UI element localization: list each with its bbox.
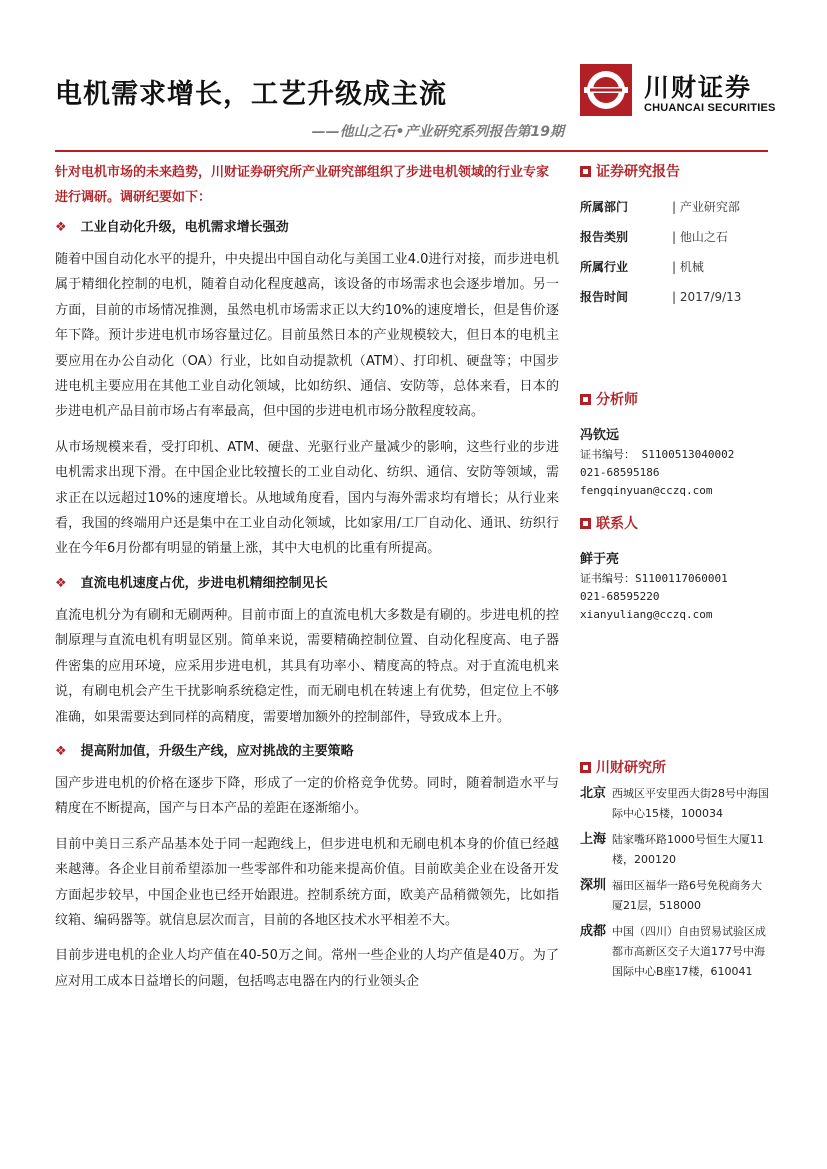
sidebar-contact-title: 联系人 [580,512,780,536]
square-bullet-icon [580,394,591,405]
section-heading: ❖ 工业自动化升级，电机需求增长强劲 [55,220,289,235]
contact-email[interactable]: xianyuliang@cczq.com [580,608,713,621]
office-beijing: 北京 西城区平安里西大街28号中海国际中心15楼，100034 [580,786,769,820]
office-shanghai: 上海 陆家嘴环路1000号恒生大厦11楼，200120 [580,832,764,866]
sidebar-report-title: 证券研究报告 [580,160,780,184]
body-paragraph: 随着中国自动化水平的提升，中央提出中国自动化与美国工业4.0进行对接，而步进电机属于精细化控制的电机，随着自动化程度越高，该设备的市场需求也会逐步增加。另一方面，目前的市场情况推测，虽然电机市场需求正以大约10%的速度增长，但是售价逐年下降。预计步进电机市场容量过亿。目前虽然日本的产业规模较大，但日本的电机主要应用在办公自动化（OA）行业，比如自动提款机（ATM）、打印机、硬盘等；中国步进电机主要应用在其他工业自动化领域，比如纺织、通信、安防等，总体来看，日本的步进电机产品目前市场占有率最高，但中国的步进电机市场分散程度较高。 [55,252,559,420]
chuancai-logo-icon [580,64,632,116]
diamond-bullet-icon: ❖ [55,575,67,591]
logo-chinese-name: 川财证券 [644,73,753,102]
info-row-industry: 所属行业 | 机械 [580,260,704,274]
section-heading: ❖ 直流电机速度占优，步进电机精细控制见长 [55,575,328,591]
info-row-department: 所属部门 | 产业研究部 [580,200,740,214]
contact-name: 鲜于亮 [580,552,620,567]
section-heading: ❖ 提高附加值，升级生产线，应对挑战的主要策略 [55,743,354,759]
sidebar [580,160,780,988]
analyst-name: 冯钦远 [580,428,620,443]
logo-english-name: CHUANCAI SECURITIES [644,102,776,114]
contact-phone: 021-68595220 [580,590,660,603]
body-paragraph: 目前步进电机的企业人均产值在40-50万之间。常州一些企业的人均产值是40万。为了应对用工成本日益增长的问题，包括鸣志电器在内的行业领头企 [55,948,559,989]
body-paragraph: 国产步进电机的价格在逐步下降，形成了一定的价格竞争优势。同时，随着制造水平与精度在不断提高，国产与日本产品的差距在逐渐缩小。 [55,775,559,817]
analyst-phone: 021-68595186 [580,466,660,479]
header-divider [55,150,768,152]
analyst-cert: 证书编号： S1100513040002 [580,448,735,461]
info-row-date: 报告时间 | 2017/9/13 [580,290,742,304]
contact-cert: 证书编号：S1100117060001 [580,572,728,585]
sidebar-institute-title: 川财研究所 [580,756,780,780]
body-paragraph: 从市场规模来看，受打印机、ATM、硬盘、光驱行业产量减少的影响，这些行业的步进电机需求出现下滑。在中国企业比较擅长的工业自动化、纺织、通信、安防等领域，需求正在以远超过10%的速度增长。从地域角度看，国内与海外需求均有增长；从行业来看，我国的终端用户还是集中在工业自动化领域，比如家用/工厂自动化、通讯、纺织行业在今年6月份都有明显的销量上涨，其中大电机的比重有所提高。 [55,439,559,557]
office-shenzhen: 深圳 福田区福华一路6号免税商务大厦21层，518000 [580,878,762,912]
report-series-subtitle: ——他山之石•产业研究系列报告第19期 [311,124,564,140]
company-logo [580,64,780,124]
main-content [55,160,559,1004]
diamond-bullet-icon: ❖ [55,220,67,235]
report-title: 电机需求增长，工艺升级成主流 [55,79,447,110]
info-row-category: 报告类别 | 他山之石 [580,230,728,244]
sidebar-analyst-title: 分析师 [580,388,780,412]
diamond-bullet-icon: ❖ [55,743,67,759]
intro-paragraph: 针对电机市场的未来趋势，川财证券研究所产业研究部组织了步进电机领域的行业专家进行调研。调研纪要如下： [55,165,550,205]
square-bullet-icon [580,762,591,773]
square-bullet-icon [580,166,591,177]
office-chengdu: 成都 中国（四川）自由贸易试验区成都市高新区交子大道177号中海国际中心B座17楼，610041 [580,924,766,978]
body-paragraph: 直流电机分为有刷和无刷两种。目前市面上的直流电机大多数是有刷的。步进电机的控制原理与直流电机有明显区别。简单来说，需要精确控制位置、自动化程度高、电子器件密集的应用环境，应采用步进电机，其具有功率小、精度高的特点。对于直流电机来说，有刷电机会产生干扰影响系统稳定性，而无刷电机在转速上有优势，但定位上不够准确，如果需要达到同样的高精度，需要增加额外的控制部件，导致成本上升。 [55,607,559,725]
analyst-email[interactable]: fengqinyuan@cczq.com [580,484,713,497]
square-bullet-icon [580,518,591,529]
body-paragraph: 目前中美日三系产品基本处于同一起跑线上，但步进电机和无刷电机本身的价值已经越来越薄。各企业目前希望添加一些零部件和功能来提高价值。目前欧美企业在设备开发方面起步较早，中国企业也已经开始跟进。控制系统方面，欧美产品稍微领先，比如指纹箱、编码器等。就信息层次而言，目前的各地区技术水平相差不大。 [55,836,559,928]
